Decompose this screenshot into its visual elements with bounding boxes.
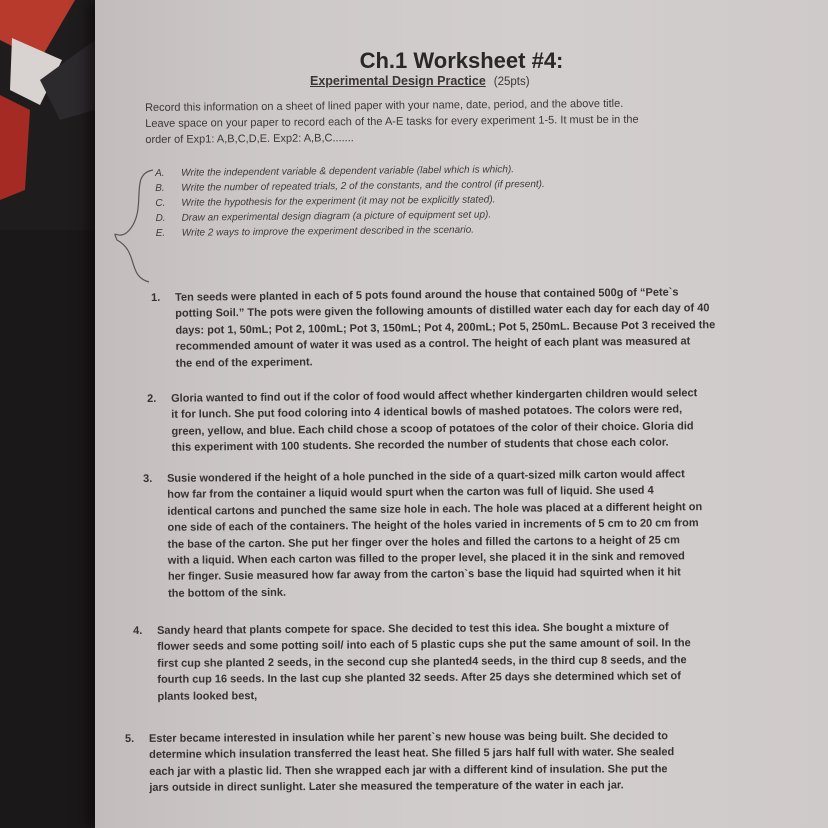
question-1 [151, 284, 752, 372]
question-4 [133, 619, 769, 705]
question-line: with a liquid. When each carton was filled to the proper level, she placed it in the sink and removed [167, 550, 685, 567]
brace-mark [109, 166, 159, 286]
question-line: Gloria wanted to find out if the color of food would affect whether kindergarten children would select [171, 387, 698, 405]
question-5 [125, 728, 765, 797]
question-line: identical cartons and punched the same size hole in each. The hole was placed at a different height on [167, 500, 703, 518]
question-number: 2. [147, 392, 157, 405]
instruction-line: order of Exp1: A,B,C,D,E. Exp2: A,B,C....... [145, 132, 354, 146]
task-list [155, 161, 676, 241]
background-object [0, 0, 110, 828]
question-line: Susie wondered if the height of a hole punched in the side of a quart-sized milk carton would affect [167, 468, 685, 485]
question-line: one side of each of the containers. The height of the holes varied in increments of 5 cm to 20 cm from [167, 517, 699, 535]
page-subtitle [310, 74, 530, 88]
worksheet-paper [95, 0, 828, 828]
points-label: (25pts) [493, 76, 530, 88]
question-line: how far from the container a liquid would spurt when the carton was full of liquid. She used 4 [167, 484, 654, 502]
page-title: Ch.1 Worksheet #4: [359, 48, 564, 73]
question-number: 4. [133, 624, 143, 637]
instruction-line: Leave space on your paper to record each of the A-E tasks for every experiment 1-5. It must be in the [145, 113, 639, 130]
question-line: fourth cup 16 seeds. In the last cup she planted 32 seeds. After 25 days she determined which set of [157, 670, 681, 687]
question-line: Ten seeds were planted in each of 5 pots found around the house that contained 500g of “Pete`s [175, 286, 679, 304]
question-line: the end of the experiment. [175, 355, 313, 370]
question-line: flower seeds and some potting soil/ into each of 5 plastic cups she put the same amount of soil. In the [157, 637, 691, 654]
question-line: each jar with a plastic lid. Then she wrapped each jar with a different kind of insulation. She put the [149, 762, 668, 778]
question-number: 5. [125, 732, 135, 745]
question-3 [143, 466, 764, 603]
question-line: recommended amount of water it was used as a control. The height of each plant was measured at [175, 335, 691, 353]
instructions-paragraph [145, 95, 725, 148]
task-item: E. Write 2 ways to improve the experiment described in the scenario. [155, 224, 475, 239]
instruction-line: Record this information on a sheet of lined paper with your name, date, period, and the above title. [145, 97, 624, 114]
task-item: D. Draw an experimental design diagram (a picture of equipment set up). [155, 209, 492, 224]
question-line: plants looked best, [157, 689, 258, 703]
question-line: the bottom of the sink. [168, 586, 287, 600]
question-number: 3. [143, 472, 153, 485]
question-line: it for lunch. She put food coloring into 4 identical bowls of mashed potatoes. The colors were red, [171, 403, 683, 422]
subtitle-text: Experimental Design Practice [310, 74, 486, 88]
question-line: her finger. Susie measured how far away from the carton`s base the liquid had squirted when it hit [167, 566, 681, 584]
question-2 [147, 385, 758, 457]
task-item: A. Write the independent variable & dependent variable (label which is which). [155, 164, 515, 179]
question-line: first cup she planted 2 seeds, in the second cup she planted4 seeds, in the third cup 8 seeds, and the [157, 653, 687, 670]
question-line: Ester became interested in insulation while her parent`s new house was being built. She decided to [149, 730, 669, 745]
question-line: green, yellow, and blue. Each child chose a scoop of potatoes of the color of their choice. Gloria did [171, 420, 694, 438]
task-item: C. Write the hypothesis for the experiment (it may not be explicitly stated). [155, 194, 496, 209]
question-line: days: pot 1, 50mL; Pot 2, 100mL; Pot 3, 150mL; Pot 4, 200mL; Pot 5, 250mL. Because Pot 3 received the [175, 318, 716, 337]
question-line: determine which insulation transferred the least heat. She filled 5 jars half full with water. She sealed [149, 746, 675, 762]
task-item: B. Write the number of repeated trials, 2 of the constants, and the control (if present). [155, 178, 545, 194]
question-line: this experiment with 100 students. She recorded the number of students that chose each color. [171, 436, 669, 454]
question-line: Sandy heard that plants compete for space. She decided to test this idea. She bought a mixture of [157, 621, 669, 637]
question-line: the base of the carton. She put her finger over the holes and filled the cartons to a height of 25 cm [167, 533, 680, 551]
question-number: 1. [151, 291, 161, 304]
question-line: potting Soil.” The pots were given the following amounts of distilled water each day for each day of 40 [175, 302, 710, 321]
question-line: jars outside in direct sunlight. Later she measured the temperature of the water in each jar. [149, 779, 624, 795]
